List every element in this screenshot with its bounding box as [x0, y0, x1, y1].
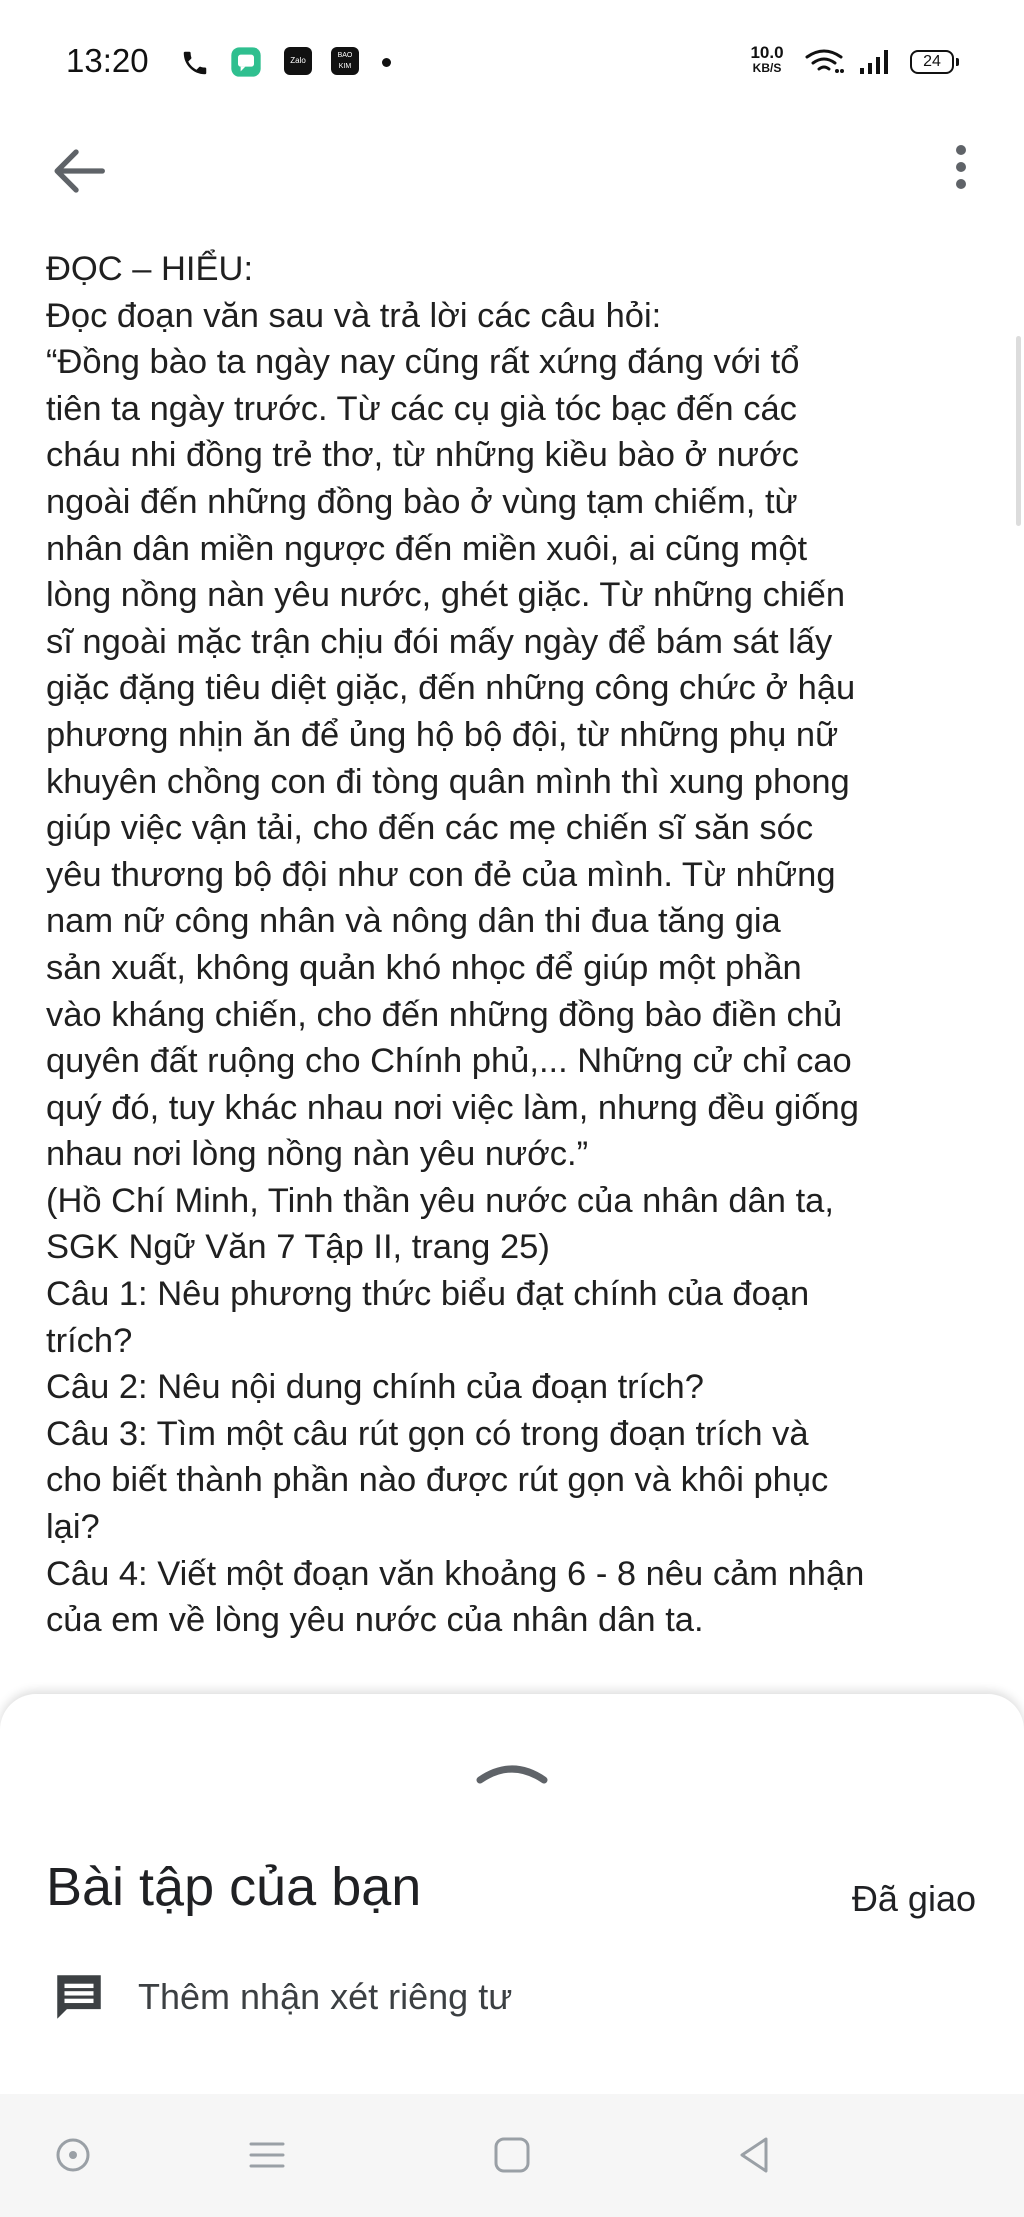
text-line: giặc đặng tiêu diệt giặc, đến những công chức ở hậu [46, 669, 856, 708]
home-icon [487, 2130, 537, 2180]
menu-icon [242, 2130, 292, 2180]
text-line: nhau nơi lòng nồng nàn yêu nước.” [46, 1135, 589, 1174]
text-line: phương nhịn ăn để ủng hộ bộ đội, từ những phụ nữ [46, 715, 839, 754]
status-bar [0, 0, 1024, 130]
notification-dot [382, 58, 391, 67]
scrollbar-thumb[interactable] [1016, 336, 1021, 526]
expand-handle-icon [474, 1756, 550, 1786]
assistant-icon [48, 2130, 98, 2180]
message-icon [230, 46, 262, 78]
text-line: nam nữ công nhân và nông dân thi đua tăng gia [46, 902, 781, 941]
text-line: cháu nhi đồng trẻ thơ, từ những kiều bào ở nước [46, 436, 799, 475]
text-line: Đọc đoạn văn sau và trả lời các câu hỏi: [46, 296, 662, 335]
wifi-icon [804, 47, 844, 77]
text-line: (Hồ Chí Minh, Tinh thần yêu nước của nhân dân ta, [46, 1181, 834, 1220]
network-speed-unit: KB/S [752, 61, 782, 75]
text-line: Câu 2: Nêu nội dung chính của đoạn trích? [46, 1368, 704, 1407]
phone-icon [180, 48, 210, 78]
text-line: trích? [46, 1321, 133, 1360]
add-private-comment-button[interactable] [50, 1962, 650, 2032]
text-line: Câu 3: Tìm một câu rút gọn có trong đoạn trích và [46, 1414, 809, 1453]
text-line: của em về lòng yêu nước của nhân dân ta. [46, 1601, 704, 1640]
network-speed-value: 10.0 [750, 43, 784, 62]
text-line: tiên ta ngày trước. Từ các cụ già tóc bạc đến các [46, 389, 797, 428]
text-line: giúp việc vận tải, cho đến các mẹ chiến sĩ săn sóc [46, 809, 814, 848]
text-line: ĐỌC – HIỂU: [46, 250, 254, 288]
more-options-button[interactable] [944, 136, 978, 206]
back-arrow-icon [44, 136, 114, 206]
add-private-comment-label: Thêm nhận xét riêng tư [138, 1976, 513, 2017]
your-work-title: Bài tập của bạn [46, 1857, 422, 1917]
text-line: quý đó, tuy khác nhau nơi việc làm, nhưng đều giống [46, 1088, 859, 1127]
text-line: vào kháng chiến, cho đến những đồng bào điền chủ [46, 995, 843, 1034]
back-icon [730, 2130, 780, 2180]
text-line: cho biết thành phần nào được rút gọn và khôi phục [46, 1461, 829, 1500]
your-work-sheet [0, 1694, 1024, 2094]
text-line: lại? [46, 1508, 100, 1547]
text-line: Câu 1: Nêu phương thức biểu đạt chính của đoạn [46, 1275, 810, 1314]
more-vert-icon [944, 136, 978, 206]
text-line: nhân dân miền ngược đến miền xuôi, ai cũng một [46, 529, 808, 568]
home-button[interactable] [487, 2130, 537, 2180]
sheet-expand-handle[interactable] [474, 1756, 550, 1786]
back-button[interactable] [44, 136, 114, 206]
app-icon: BAO KIM [331, 47, 359, 75]
assignment-description [46, 246, 986, 1644]
zalo-icon: Zalo [284, 47, 312, 75]
assistant-button[interactable] [48, 2130, 98, 2180]
system-nav-bar [0, 2094, 1024, 2217]
text-line: ngoài đến những đồng bào ở vùng tạm chiếm, từ [46, 482, 798, 521]
text-line: lòng nồng nàn yêu nước, ghét giặc. Từ những chiến [46, 576, 846, 615]
system-back-button[interactable] [730, 2130, 780, 2180]
text-line: yêu thương bộ đội như con đẻ của mình. Từ những [46, 855, 836, 894]
text-line: sĩ ngoài mặc trận chịu đói mấy ngày để bám sát lấy [46, 622, 833, 661]
text-line: khuyên chồng con đi tòng quân mình thì xung phong [46, 762, 850, 801]
text-line: Câu 4: Viết một đoạn văn khoảng 6 - 8 nêu cảm nhận [46, 1554, 865, 1593]
text-line: SGK Ngữ Văn 7 Tập II, trang 25) [46, 1228, 550, 1267]
status-time: 13:20 [66, 42, 149, 79]
battery-icon: 24 [910, 50, 954, 74]
signal-icon [858, 47, 894, 77]
network-speed [742, 44, 792, 74]
assignment-status: Đã giao [851, 1878, 976, 1919]
text-line: “Đồng bào ta ngày nay cũng rất xứng đáng với tổ [46, 343, 800, 382]
text-line: quyên đất ruộng cho Chính phủ,... Những cử chỉ cao [46, 1042, 852, 1081]
comment-icon [50, 1968, 108, 2026]
menu-button[interactable] [242, 2130, 292, 2180]
text-line: sản xuất, không quản khó nhọc để giúp một phần [46, 948, 802, 987]
